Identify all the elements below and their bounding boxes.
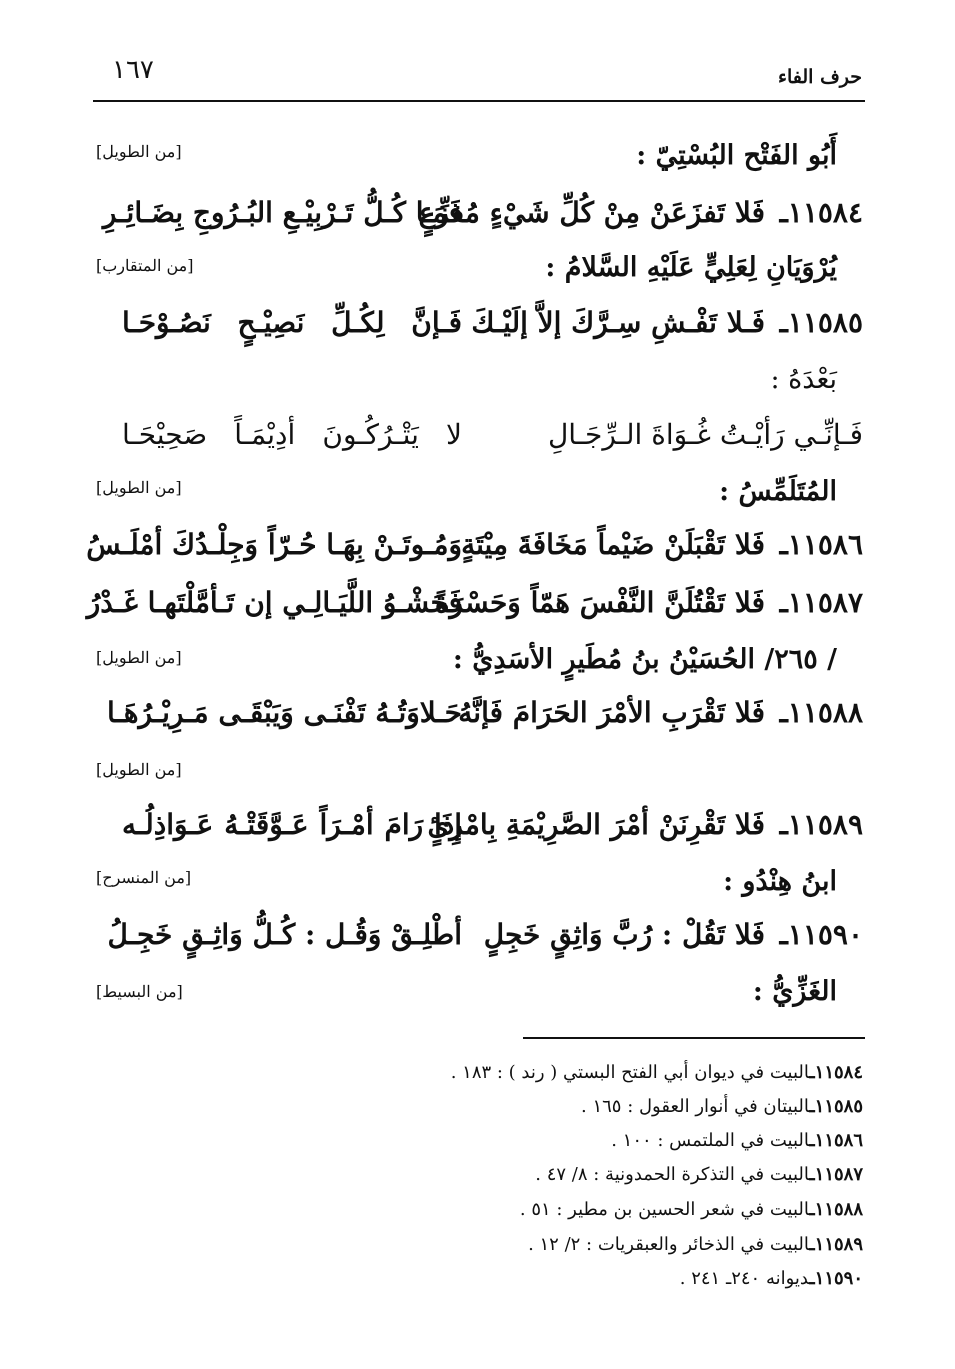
verse-second-hemistich: لا يَتْـرُكُـونَ أدِيْمَـاً صَحِيْحَـا <box>122 418 462 451</box>
section-heading: بَعْدَهُ : <box>770 364 837 395</box>
verse-second-hemistich: فَمَـا كُـلُّ تَـرْبِيْـعِ البُـرُوجِ بِضَـائِـرِ <box>102 196 462 229</box>
verse-second-hemistich: فَـإنَّ لِكُـلِّ نَصِيْـحٍ نَصُـوْحَـا <box>122 306 462 339</box>
verse-first-hemistich: فَلا تَقْبَلَنْ ضَيْماً مَخَافَةَ مِيْتَةٍ <box>461 528 765 561</box>
footnote: ١١٥٨٨ـالبيت في شعر الحسين بن مطير : ٥١ . <box>519 1199 863 1220</box>
verse-first-hemistich: فَلا تَقُلْ : رُبَّ وَاثِقٍ خَجِلٍ <box>483 918 765 951</box>
footnote-rule <box>523 1037 865 1039</box>
verse-number: ١١٥٨٦ـ <box>779 528 863 561</box>
verse-second-hemistich: حَـلاوَتُـهُ تَفْنَـى وَيَبْقَـى مَـرِيْـرُهَـا <box>106 696 462 729</box>
verse-first-hemistich: فَلا تَقْتُلَنَّ النَّفْسَ هَمّاً وَحَسْرَةً <box>434 586 765 619</box>
footnote: ١١٥٩٠ـديوانه ٢٤٠ـ ٢٤١ . <box>679 1268 863 1289</box>
footnote: ١١٥٨٥ـالبيتان في أنوار العقول : ١٦٥ . <box>581 1096 863 1117</box>
footnote: ١١٥٨٧ـالبيت في التذكرة الحمدونية : ٨/ ٤٧ . <box>535 1164 863 1185</box>
meter-label: [من الطويل] <box>96 760 182 779</box>
poet-heading: ابنُ هِنْدُو : <box>723 866 837 897</box>
poet-heading: المُتَلَمِّسُ : <box>719 476 837 507</box>
verse-second-hemistich: وَمُـوتَـنْ بِهَـا حُـرّاً وَجِلْـدُكَ أمْلَـسُ <box>86 528 462 561</box>
meter-label: [من المتقارب] <box>96 256 194 275</box>
verse-first-hemistich: فَـلا تَفْـشِ سِـرَّكَ إلاَّ إلَيْـكَ <box>471 306 765 339</box>
verse-number: ١١٥٨٨ـ <box>779 696 863 729</box>
verse-first-hemistich: فَلا تَقْرِنَنْ أمْرَ الصَّرِيْمَةِ بِامْرِئٍ <box>427 808 765 841</box>
poet-heading: أَبُو الفَتْح البُسْتِيّ : <box>636 140 837 171</box>
verse-second-hemistich: إذَا رَامَ أمْـرَاً عَـوَّقَتْـهُ عَـوَاذِلُـه <box>122 808 462 841</box>
verse-number: ١١٥٨٧ـ <box>779 586 863 619</box>
verse-number: ١١٥٨٤ـ <box>779 196 863 229</box>
verse-number: ١١٥٨٥ـ <box>779 306 863 339</box>
meter-label: [من المنسرح] <box>96 868 192 887</box>
poet-heading: الغَزِّيُّ : <box>752 976 837 1007</box>
verse-second-hemistich: أطْلِـقْ وَقُـل : كُـلُّ وَاثِـقٍ خَجِـلُ <box>107 918 462 951</box>
footnote: ١١٥٨٤ـالبيت في ديوان أبي الفتح البستي ( رند ) : ١٨٣ . <box>450 1062 863 1083</box>
verse-first-hemistich: فَلا تَقْرَبِ الأمْرَ الحَرَامَ فَإنَّهُ <box>458 696 765 729</box>
verse-first-hemistich: فَـإنِّـي رَأيْـتُ غُـوَاةَ الـرِّجَـالِ <box>547 418 863 451</box>
meter-label: [من الطويل] <box>96 648 182 667</box>
poet-heading: / ٢٦٥/ الحُسَيْنُ بنُ مُطَيرٍ الأسَدِيُّ : <box>452 644 837 675</box>
page-number: ١٦٧ <box>112 55 154 85</box>
meter-label: [من الطويل] <box>96 142 182 161</box>
poet-heading: يُرْوَيَانِ لِعَلِيٍّ عَلَيْهِ السَّلامُ : <box>545 252 837 283</box>
meter-label: [من الطويل] <box>96 478 182 497</box>
footnote: ١١٥٨٦ـالبيت في الملتمس : ١٠٠ . <box>611 1130 863 1151</box>
verse-number: ١١٥٩٠ـ <box>779 918 863 951</box>
verse-first-hemistich: فَلا تَفزَعَنْ مِنْ كُلِّ شَيْءٍ مُفزِّعٍ <box>418 196 765 229</box>
running-header: حرف الفاء <box>778 66 862 88</box>
verse-number: ١١٥٨٩ـ <box>779 808 863 841</box>
verse-second-hemistich: فَحَشْـوُ اللَّيَـالِـي إن تَـأمَّلْتَهـا غَـدْرُ <box>86 586 462 619</box>
header-rule <box>93 100 865 102</box>
footnote: ١١٥٨٩ـالبيت في الذخائر والعبقريات : ٢/ ١٢ . <box>528 1234 863 1255</box>
meter-label: [من البسيط] <box>96 982 183 1001</box>
